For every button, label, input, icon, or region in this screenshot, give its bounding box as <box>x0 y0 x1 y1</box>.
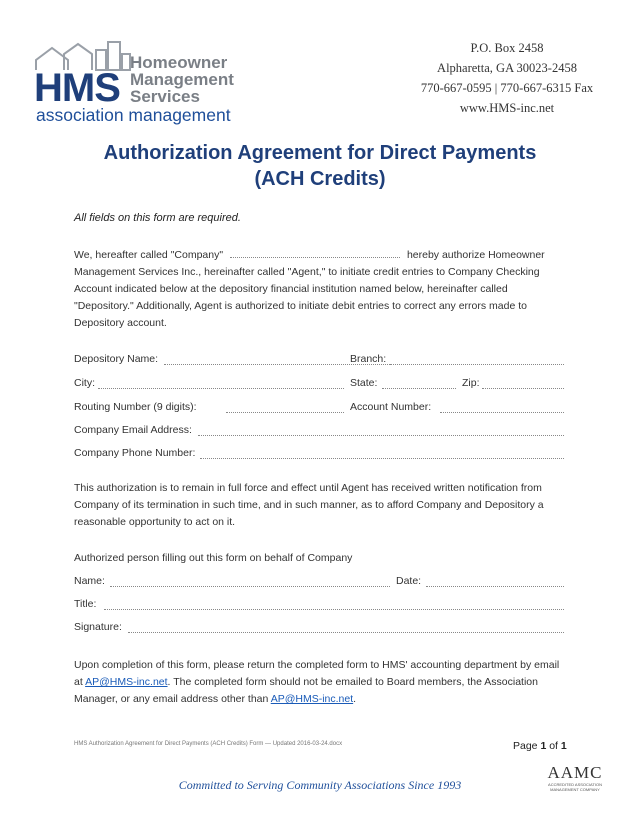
page-current: 1 <box>540 740 547 752</box>
signature-label: Signature: <box>74 621 122 633</box>
required-note: All fields on this form are required. <box>74 212 241 224</box>
state-input[interactable] <box>382 388 456 389</box>
page-total: 1 <box>560 740 567 752</box>
completion-text-3: . <box>353 693 357 705</box>
po-box: P.O. Box 2458 <box>470 41 544 55</box>
authorized-name-row <box>74 575 564 591</box>
routing-number-label: Routing Number (9 digits): <box>74 401 197 413</box>
completion-paragraph <box>74 657 562 708</box>
email-row <box>74 424 564 440</box>
accounting-email-link[interactable]: AP@HMS-inc.net <box>85 676 168 688</box>
account-row <box>74 401 564 417</box>
city-label: City: <box>74 377 95 389</box>
aamc-text: AAMC <box>547 763 603 782</box>
state-label: State: <box>350 377 378 389</box>
footer-document-note: HMS Authorization Agreement for Direct Payments (ACH Credits) Form — Updated 2016-03-24.docx <box>74 741 343 747</box>
intro-rest: hereby authorize Homeowner Management Services Inc., hereinafter called "Agent," to initiate credit entries to Company Checking Account indicated below at the depository financial institution named below, hereinafter called "Depository." Additionally, Agent is authorized to initiate debit entries to correct any errors made to Depository account. <box>74 249 545 329</box>
page-title <box>0 140 640 192</box>
aamc-subtitle-2: MANAGEMENT COMPANY <box>550 787 600 792</box>
intro-start: We, hereafter called "Company" <box>74 249 224 261</box>
signature-row <box>74 621 564 637</box>
logo-abbr: HMS <box>34 66 120 110</box>
signature-input[interactable] <box>128 632 564 633</box>
authorized-title-row <box>74 598 564 614</box>
account-number-label: Account Number: <box>350 401 432 413</box>
date-input[interactable] <box>426 586 564 587</box>
authorized-name-label: Name: <box>74 575 105 587</box>
company-name-input[interactable] <box>230 248 400 258</box>
aamc-subtitle-1: ACCREDITED ASSOCIATION <box>548 782 602 787</box>
website: www.HMS-inc.net <box>459 101 555 115</box>
city-row <box>74 377 564 393</box>
depository-name-label: Depository Name: <box>74 353 159 365</box>
authorized-heading: Authorized person filling out this form on behalf of Company <box>74 552 353 564</box>
phone-row <box>74 447 564 463</box>
zip-input[interactable] <box>482 388 564 389</box>
logo-line-management: Management <box>130 70 234 89</box>
depository-row <box>74 353 564 369</box>
phone-input[interactable] <box>200 458 564 459</box>
completion-text-1: Upon completion of this form, please return the completed form to HMS' accounting department by email at <box>74 659 560 688</box>
email-label: Company Email Address: <box>74 424 192 436</box>
routing-number-input[interactable] <box>226 412 344 413</box>
branch-input[interactable] <box>390 364 564 365</box>
hms-logo <box>34 40 254 125</box>
page-of: of <box>549 740 558 752</box>
authorized-title-input[interactable] <box>104 609 564 610</box>
phone-label: Company Phone Number: <box>74 447 196 459</box>
branch-label: Branch: <box>350 353 387 365</box>
city-state-zip: Alpharetta, GA 30023-2458 <box>437 61 577 75</box>
logo-line-homeowner: Homeowner <box>130 53 228 72</box>
footer-tagline: Committed to Serving Community Associations Since 1993 <box>178 778 462 792</box>
aamc-logo <box>540 764 610 792</box>
title-line-2: (ACH Credits) <box>254 168 386 190</box>
authorized-name-input[interactable] <box>110 586 390 587</box>
company-address <box>402 38 612 118</box>
completion-text-2: . The completed form should not be emailed to Board members, the Association Manager, or any email address other than <box>74 676 538 705</box>
phone-fax: 770-667-0595 | 770-667-6315 Fax <box>420 81 594 95</box>
accounting-email-link-2[interactable]: AP@HMS-inc.net <box>270 693 354 705</box>
title-line-1: Authorization Agreement for Direct Payments <box>103 142 537 164</box>
page-number <box>513 740 567 752</box>
city-input[interactable] <box>98 388 344 389</box>
authorization-paragraph: This authorization is to remain in full force and effect until Agent has received written notification from Company of its termination in such time, and in such manner, as to afford Company and Depository a reasonable opportunity to act on it. <box>74 482 544 528</box>
intro-paragraph <box>74 247 562 332</box>
account-number-input[interactable] <box>440 412 564 413</box>
authorized-title-label: Title: <box>74 598 97 610</box>
email-input[interactable] <box>198 435 564 436</box>
page-prefix: Page <box>513 740 538 752</box>
zip-label: Zip: <box>462 377 480 389</box>
logo-tagline: association management <box>36 105 231 125</box>
logo-line-services: Services <box>130 87 200 106</box>
date-label: Date: <box>396 575 422 587</box>
